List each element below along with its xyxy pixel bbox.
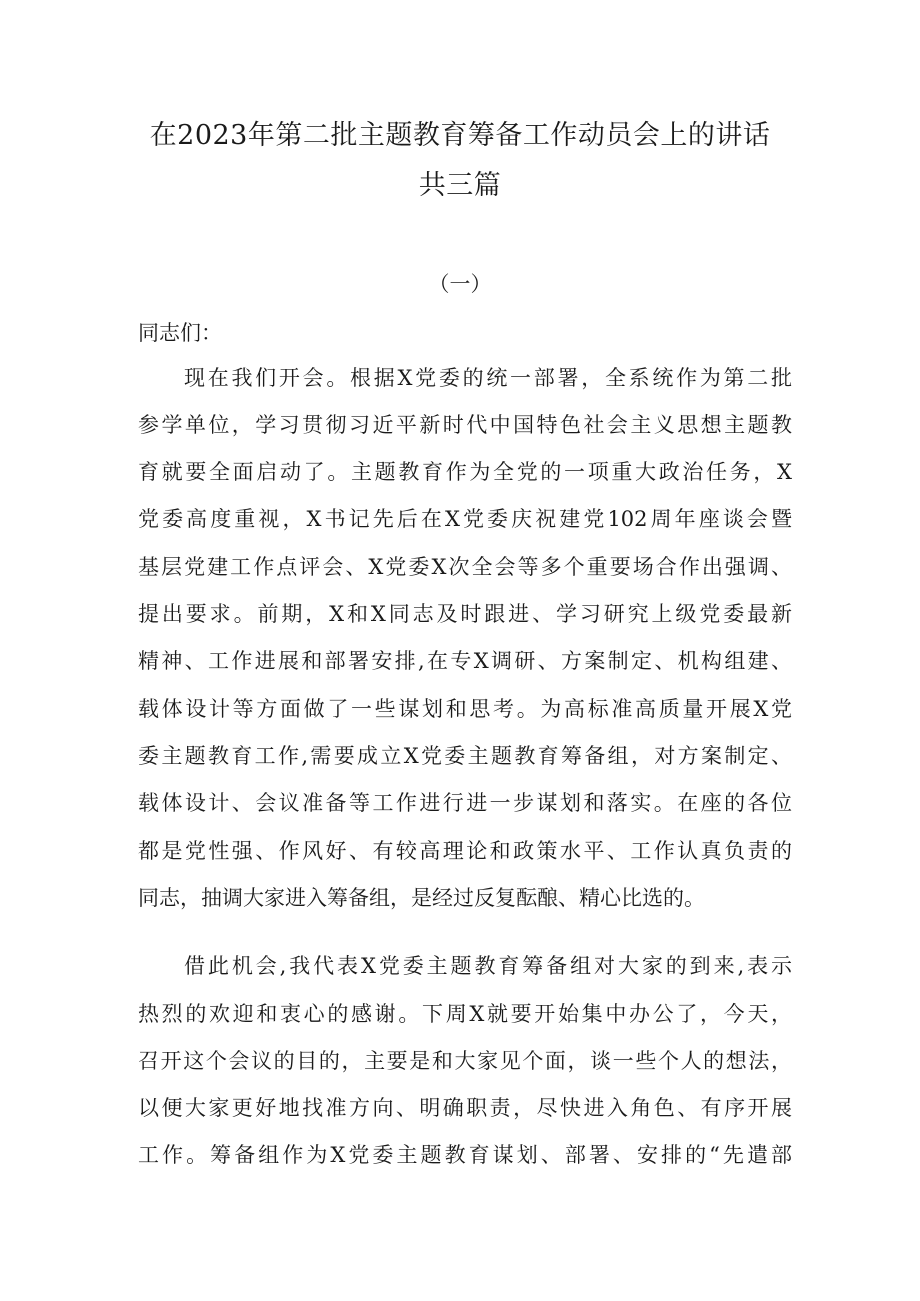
paragraph-1-line: 党委高度重视，X书记先后在X党委庆祝建党102周年座谈会暨 [138,507,792,531]
salutation: 同志们： [138,321,222,345]
paragraph-1-line: 提出要求。前期，X和X同志及时跟进、学习研究上级党委最新 [138,602,792,626]
paragraph-1-line: 载体设计等方面做了一些谋划和思考。为高标准高质量开展X党 [138,697,792,721]
paragraph-1-line: 同志，抽调大家进入筹备组，是经过反复酝酿、精心比选的。 [138,886,705,910]
paragraph-1-line: 精神、工作进展和部署安排,在专X调研、方案制定、机构组建、 [138,649,792,673]
paragraph-1-line: 参学单位，学习贯彻习近平新时代中国特色社会主义思想主题教 [138,413,792,437]
document-title: 在2023年第二批主题教育筹备工作动员会上的讲话 [149,120,771,151]
paragraph-2-line: 工作。筹备组作为X党委主题教育谋划、部署、安排的“先遣部 [138,1143,792,1167]
paragraph-1-line: 育就要全面启动了。主题教育作为全党的一项重大政治任务，X [138,460,792,484]
paragraph-1-line: 载体设计、会议准备等工作进行进一步谋划和落实。在座的各位 [138,791,792,815]
paragraph-1-line: 基层党建工作点评会、X党委X次全会等多个重要场合作出强调、 [138,555,792,579]
paragraph-2-line: 以便大家更好地找准方向、明确职责，尽快进入角色、有序开展 [138,1096,792,1120]
paragraph-2-line: 借此机会,我代表X党委主题教育筹备组对大家的到来,表示 [184,954,792,978]
paragraph-2-line: 召开这个会议的目的，主要是和大家见个面，谈一些个人的想法， [138,1049,792,1073]
paragraph-1-line: 都是党性强、作风好、有较高理论和政策水平、工作认真负责的 [138,839,792,863]
paragraph-1-line: 委主题教育工作,需要成立X党委主题教育筹备组，对方案制定、 [138,744,792,768]
document-subtitle: 共三篇 [418,170,502,201]
paragraph-1-line: 现在我们开会。根据X党委的统一部署，全系统作为第二批 [184,366,792,390]
paragraph-2-line: 热烈的欢迎和衷心的感谢。下周X就要开始集中办公了，今天， [138,1002,792,1026]
section-number: （一） [428,272,492,296]
